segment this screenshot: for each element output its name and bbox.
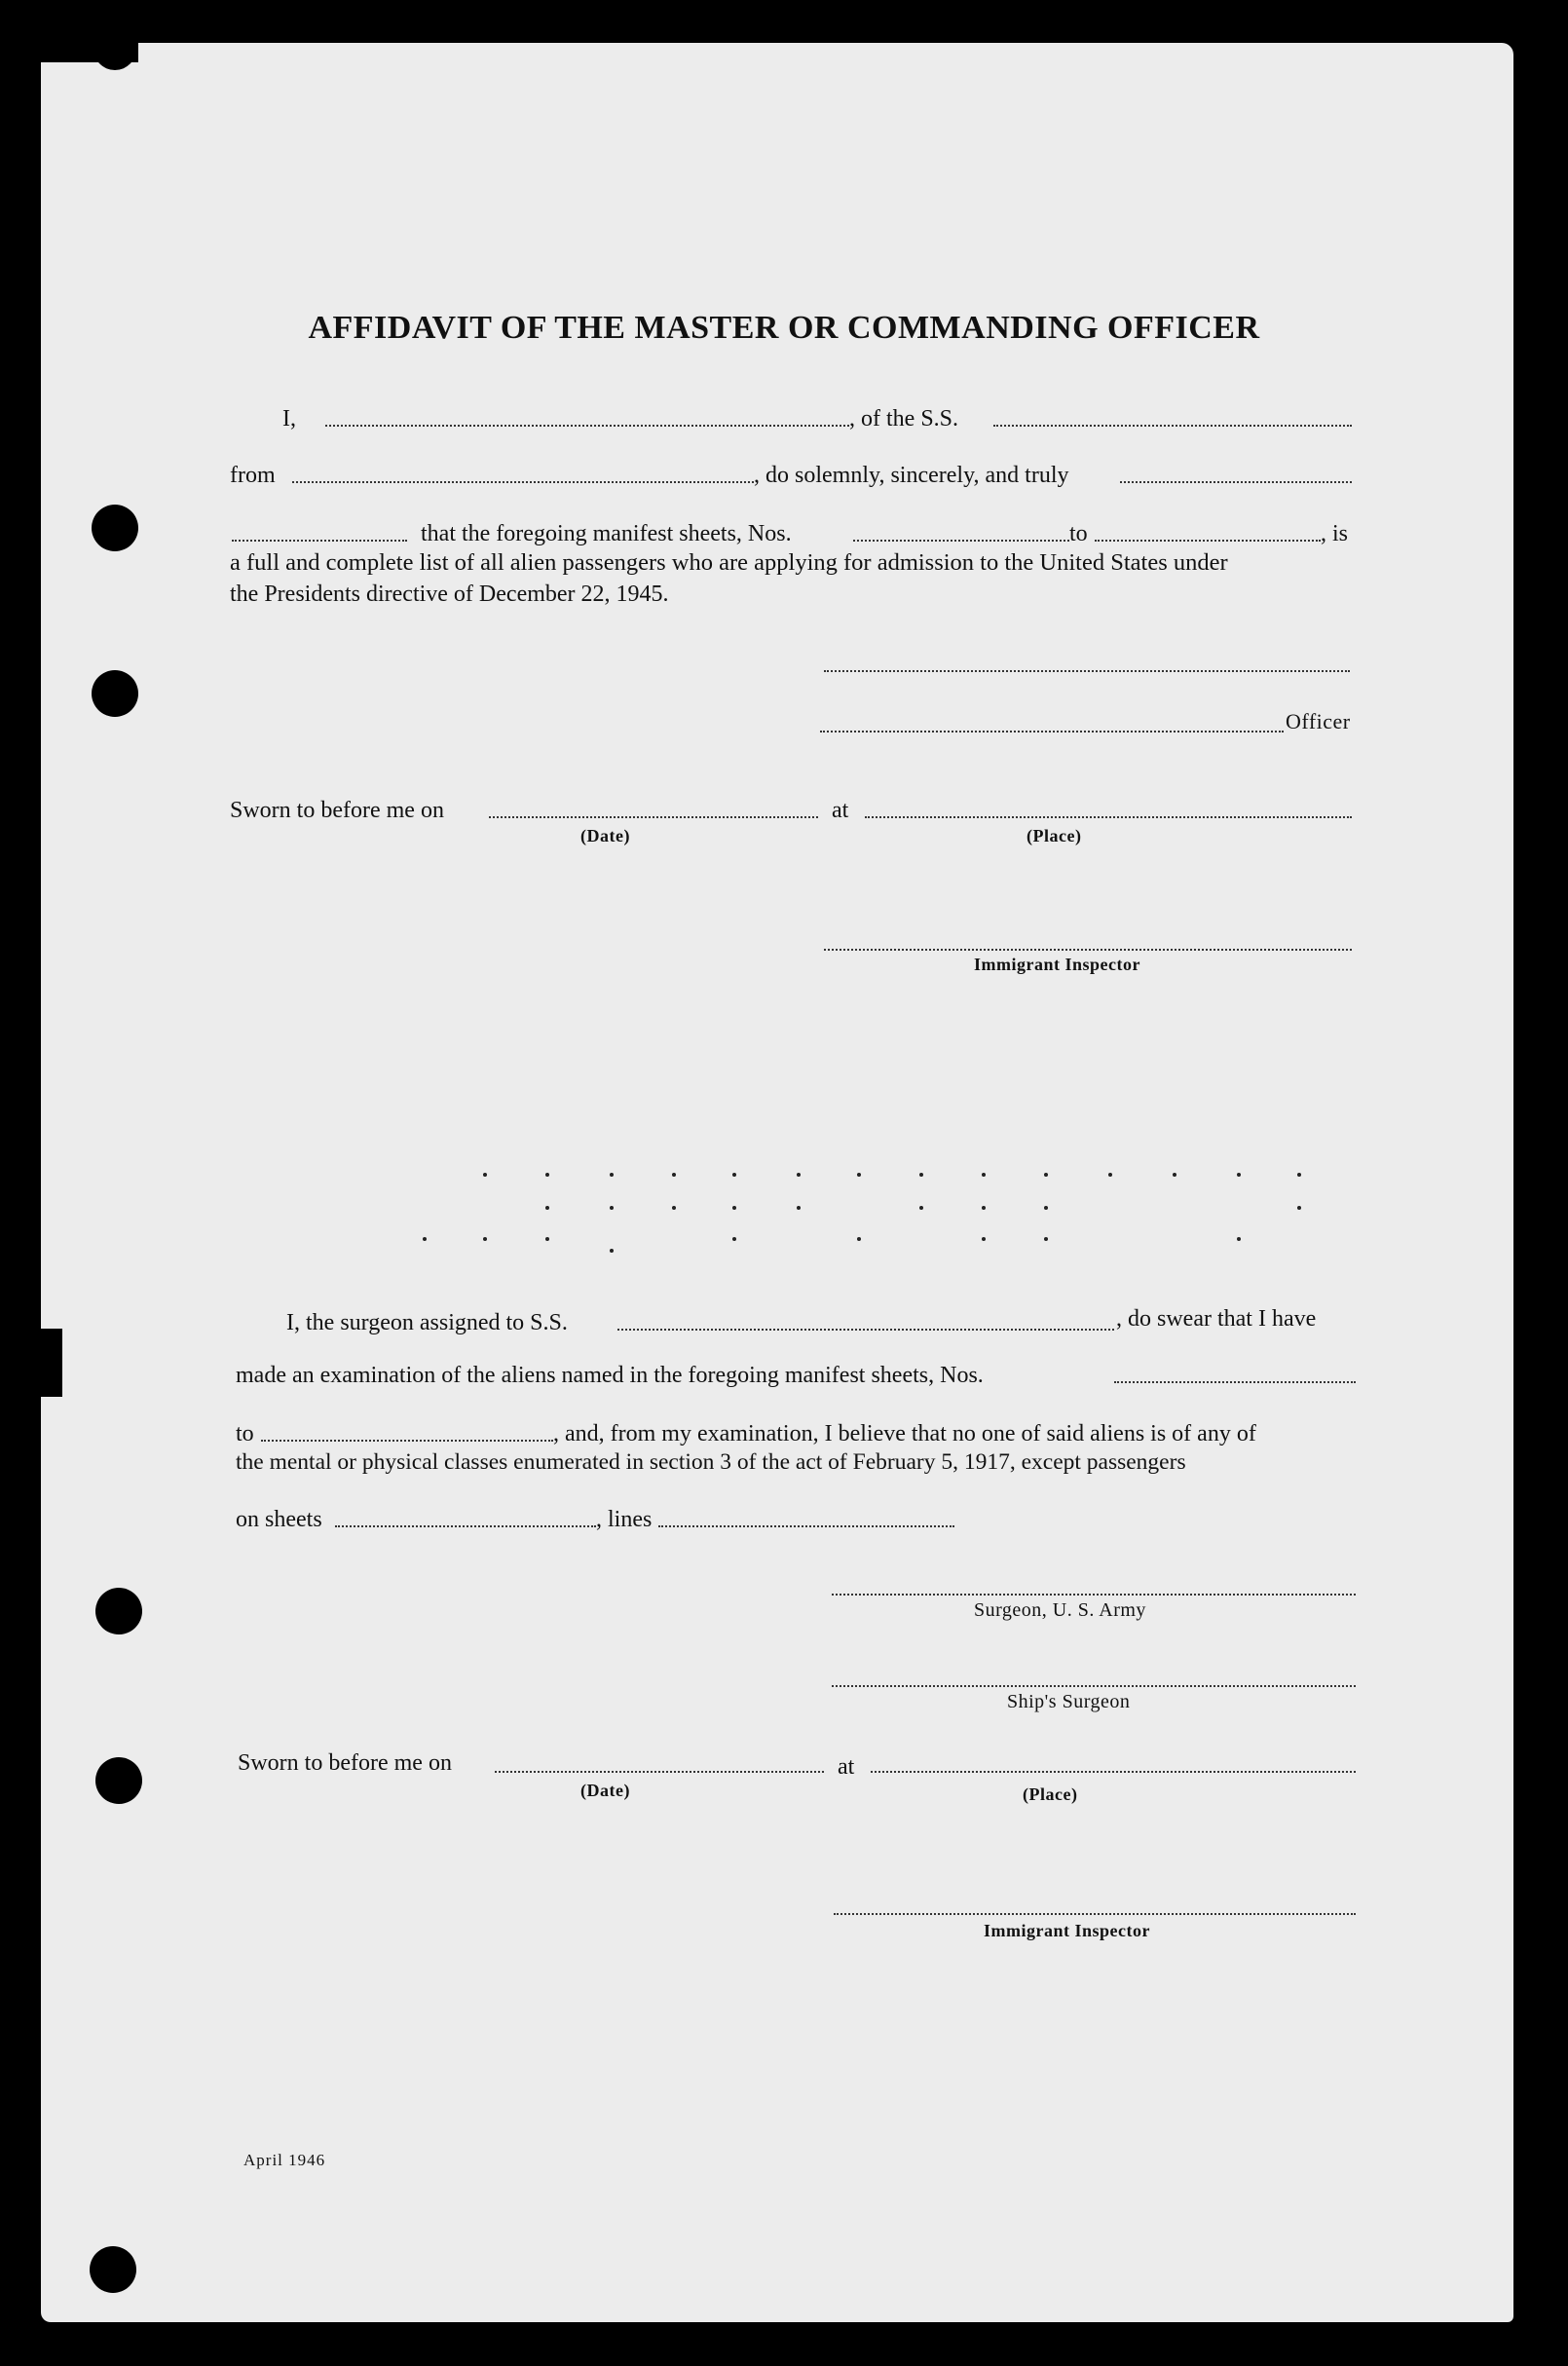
- punch-hole: [95, 1588, 142, 1634]
- master-line-5: the Presidents directive of December 22, 1945.: [230, 582, 669, 607]
- master-line-1-start: I,: [282, 406, 296, 432]
- officer-signature-line-1[interactable]: [824, 670, 1350, 672]
- surgeon-line-1-start: I, the surgeon assigned to S.S.: [286, 1310, 568, 1335]
- punch-hole: [93, 27, 136, 70]
- master-sworn-label: Sworn to before me on: [230, 798, 444, 823]
- surgeon-inspector-signature-line[interactable]: [834, 1913, 1356, 1915]
- punch-hole: [90, 2246, 136, 2293]
- ship-name-field[interactable]: [993, 425, 1352, 427]
- name-field[interactable]: [325, 425, 849, 427]
- master-inspector-signature-line[interactable]: [824, 949, 1352, 951]
- punch-hole: [95, 1757, 142, 1804]
- surgeon-sworn-date-field[interactable]: [495, 1771, 824, 1773]
- officer-label: Officer: [1286, 709, 1351, 733]
- surgeon-line-5-lines: , lines: [596, 1507, 653, 1532]
- army-surgeon-label: Surgeon, U. S. Army: [974, 1599, 1146, 1621]
- master-line-1-mid: , of the S.S.: [849, 406, 959, 432]
- surgeon-sworn-label: Sworn to before me on: [238, 1750, 452, 1776]
- punch-hole: [92, 505, 138, 551]
- surgeon-at-label: at: [838, 1754, 855, 1780]
- surgeon-line-3-rest: , and, from my examination, I believe that no one of said aliens is of any of: [553, 1421, 1256, 1446]
- ship-surgeon-label: Ship's Surgeon: [1007, 1691, 1131, 1712]
- oath-word-field[interactable]: [232, 540, 407, 542]
- surgeon-ship-field[interactable]: [617, 1329, 1114, 1331]
- ship-surgeon-signature-line[interactable]: [832, 1685, 1356, 1687]
- surgeon-sheets-from-field[interactable]: [1114, 1381, 1356, 1383]
- surgeon-line-5-start: on sheets: [236, 1507, 322, 1532]
- master-line-4: a full and complete list of all alien passengers who are applying for admission to the United States under: [230, 549, 1228, 576]
- master-date-caption: (Date): [580, 826, 630, 845]
- master-line-3-start: that the foregoing manifest sheets, Nos.: [421, 521, 792, 546]
- master-line-2-start: from: [230, 463, 276, 488]
- surgeon-sworn-place-field[interactable]: [871, 1771, 1356, 1773]
- except-sheets-field[interactable]: [335, 1525, 596, 1527]
- sheets-to-field[interactable]: [1095, 540, 1321, 542]
- surgeon-line-3-to: to: [236, 1421, 254, 1446]
- master-line-3-end: , is: [1321, 521, 1349, 546]
- document-title: AFFIDAVIT OF THE MASTER OR COMMANDING OFFICER: [308, 310, 1260, 346]
- master-line-2-mid: , do solemnly, sincerely, and truly: [754, 463, 1069, 488]
- oath-field[interactable]: [1120, 481, 1352, 483]
- master-place-caption: (Place): [1027, 826, 1082, 845]
- surgeon-date-caption: (Date): [580, 1781, 630, 1800]
- surgeon-sheets-to-field[interactable]: [261, 1440, 553, 1442]
- surgeon-place-caption: (Place): [1023, 1784, 1078, 1804]
- form-date-footer: April 1946: [243, 2151, 326, 2169]
- surgeon-inspector-label: Immigrant Inspector: [984, 1921, 1150, 1940]
- surgeon-line-1-end: , do swear that I have: [1116, 1306, 1317, 1332]
- sheets-from-field[interactable]: [853, 540, 1069, 542]
- master-sworn-date-field[interactable]: [489, 816, 818, 818]
- port-from-field[interactable]: [292, 481, 754, 483]
- surgeon-line-4: the mental or physical classes enumerated in section 3 of the act of February 5, 1917, except passengers: [236, 1449, 1186, 1475]
- form-page: [41, 43, 1513, 2322]
- surgeon-line-2: made an examination of the aliens named in the foregoing manifest sheets, Nos.: [236, 1363, 984, 1388]
- master-at-label: at: [832, 798, 849, 823]
- edge-notch: [41, 1329, 62, 1397]
- officer-signature-line-2[interactable]: [820, 731, 1284, 732]
- army-surgeon-signature-line[interactable]: [832, 1594, 1356, 1596]
- master-inspector-label: Immigrant Inspector: [974, 955, 1140, 974]
- master-sworn-place-field[interactable]: [865, 816, 1352, 818]
- punch-hole: [92, 670, 138, 717]
- except-lines-field[interactable]: [658, 1525, 954, 1527]
- master-line-3-to: to: [1069, 521, 1088, 546]
